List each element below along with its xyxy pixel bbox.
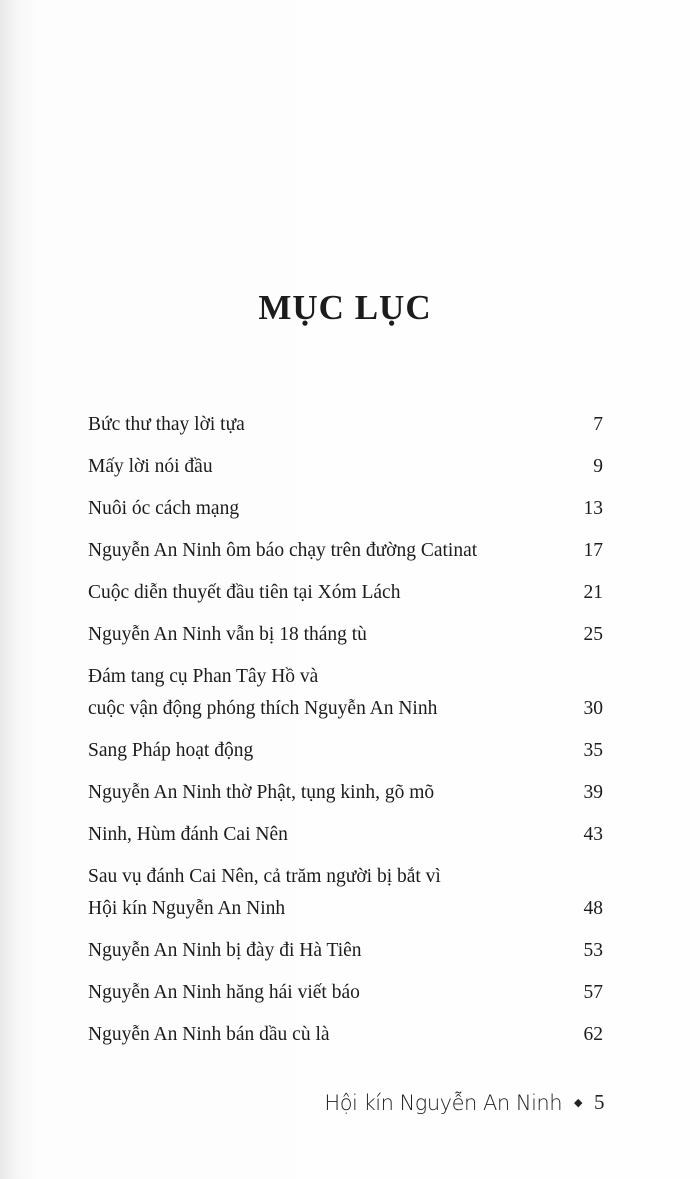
toc-entry-page: 43: [583, 824, 603, 845]
running-footer: [324, 1090, 604, 1115]
toc-entry-title: Đám tang cụ Phan Tây Hồ và cuộc vận động phóng thích Nguyễn An Ninh: [88, 666, 438, 719]
toc-entry[interactable]: [88, 819, 603, 851]
toc-entry[interactable]: [88, 535, 603, 567]
toc-entry-title: Nguyễn An Ninh bị đày đi Hà Tiên: [88, 940, 362, 961]
toc-entry-page: 25: [583, 624, 603, 645]
page-number: 5: [594, 1090, 604, 1114]
toc-entry[interactable]: [88, 451, 603, 483]
toc-entry-title: Nguyễn An Ninh vẫn bị 18 tháng tù: [88, 624, 367, 645]
toc-entry[interactable]: [88, 661, 603, 725]
toc-entry-title: Nguyễn An Ninh ôm báo chạy trên đường Catinat: [88, 540, 478, 561]
toc-entry[interactable]: [88, 619, 603, 651]
diamond-separator-icon: ◆: [574, 1096, 582, 1109]
toc-entry-title: Nguyễn An Ninh bán dầu cù là: [88, 1024, 330, 1045]
toc-entry-page: 48: [583, 898, 603, 919]
toc-entry-page: 62: [583, 1024, 603, 1045]
toc-entry[interactable]: [88, 777, 603, 809]
toc-entry-page: 30: [583, 698, 603, 719]
toc-entry-page: 17: [583, 540, 603, 561]
toc-entry-title: Mấy lời nói đầu: [88, 456, 213, 477]
toc-entry[interactable]: [88, 977, 603, 1009]
toc-entry-title: Nguyễn An Ninh thờ Phật, tụng kinh, gõ mõ: [88, 782, 435, 803]
toc-entry-title: Bức thư thay lời tựa: [88, 414, 245, 435]
toc-entry-title: Sang Pháp hoạt động: [88, 740, 254, 761]
toc-entry-title: Sau vụ đánh Cai Nên, cả trăm người bị bắt vì Hội kín Nguyễn An Ninh: [88, 866, 441, 919]
toc-entry-page: 53: [583, 940, 603, 961]
toc-entry-page: 7: [593, 414, 603, 435]
toc-entry-page: 9: [593, 456, 603, 477]
toc-entry[interactable]: [88, 577, 603, 609]
toc-entry-page: 13: [583, 498, 603, 519]
toc-entry-title: Nuôi óc cách mạng: [88, 498, 240, 519]
toc-entry[interactable]: [88, 735, 603, 767]
toc-entry[interactable]: [88, 1019, 603, 1051]
toc-entry-page: 57: [583, 982, 603, 1003]
toc-entry-title: Cuộc diễn thuyết đầu tiên tại Xóm Lách: [88, 582, 401, 603]
page-title: MỤC LỤC: [258, 288, 432, 327]
footer-book-title: Hội kín Nguyễn An Ninh: [324, 1090, 563, 1115]
table-of-contents: [88, 409, 603, 1061]
toc-entry[interactable]: [88, 861, 603, 925]
toc-entry-page: 21: [583, 582, 603, 603]
toc-entry[interactable]: [88, 409, 603, 441]
toc-entry[interactable]: [88, 935, 603, 967]
toc-entry-page: 39: [583, 782, 603, 803]
toc-entry-title: Nguyễn An Ninh hăng hái viết báo: [88, 982, 360, 1003]
toc-entry-page: 35: [583, 740, 603, 761]
toc-entry-title: Ninh, Hùm đánh Cai Nên: [88, 824, 288, 845]
toc-entry[interactable]: [88, 493, 603, 525]
